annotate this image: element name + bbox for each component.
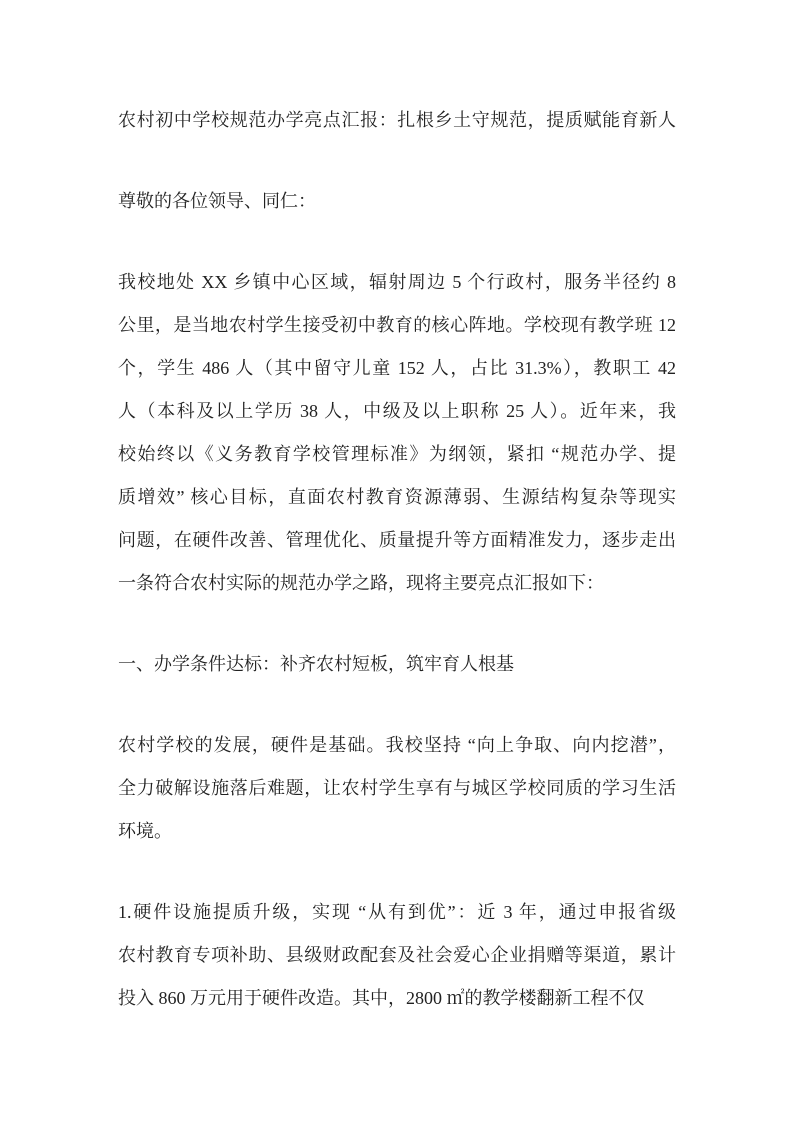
- text-line: 问题，在硬件改善、管理优化、质量提升等方面精准发力，逐步走出: [118, 530, 676, 550]
- text-line: 质增效” 核心目标，直面农村教育资源薄弱、生源结构复杂等现实: [118, 487, 676, 507]
- text-line: 我校地处 XX 乡镇中心区域，辐射周边 5 个行政村，服务半径约 8: [118, 272, 676, 292]
- paragraph: [118, 261, 676, 605]
- paragraph: [118, 724, 676, 853]
- text-line: 一条符合农村实际的规范办学之路，现将主要亮点汇报如下：: [118, 573, 604, 593]
- text-line: 农村初中学校规范办学亮点汇报：扎根乡土守规范，提质赋能育新人: [118, 110, 676, 130]
- text-line: 个，学生 486 人（其中留守儿童 152 人，占比 31.3%），教职工 42: [118, 358, 676, 378]
- text-line: 公里，是当地农村学生接受初中教育的核心阵地。学校现有教学班 12: [118, 315, 676, 335]
- salutation: [118, 180, 676, 223]
- section-heading: [118, 643, 676, 686]
- document-body: [118, 99, 676, 1020]
- text-line: 人（本科及以上学历 38 人，中级及以上职称 25 人）。近年来，我: [118, 401, 676, 421]
- text-line: 1.硬件设施提质升级，实现 “从有到优”：近 3 年，通过申报省级: [118, 902, 676, 922]
- text-line: 环境。: [118, 821, 172, 841]
- paragraph: [118, 891, 676, 1020]
- text-line: 投入 860 万元用于硬件改造。其中，2800 ㎡的教学楼翻新工程不仅: [118, 988, 645, 1008]
- text-line: 农村教育专项补助、县级财政配套及社会爱心企业捐赠等渠道，累计: [118, 945, 676, 965]
- text-line: 全力破解设施落后难题，让农村学生享有与城区学校同质的学习生活: [118, 778, 676, 798]
- document-title: [118, 99, 676, 142]
- text-line: 尊敬的各位领导、同仁：: [118, 191, 316, 211]
- text-line: 一、办学条件达标：补齐农村短板，筑牢育人根基: [118, 654, 514, 674]
- text-line: 农村学校的发展，硬件是基础。我校坚持 “向上争取、向内挖潜”，: [118, 735, 676, 755]
- text-line: 校始终以《义务教育学校管理标准》为纲领，紧扣 “规范办学、提: [118, 444, 676, 464]
